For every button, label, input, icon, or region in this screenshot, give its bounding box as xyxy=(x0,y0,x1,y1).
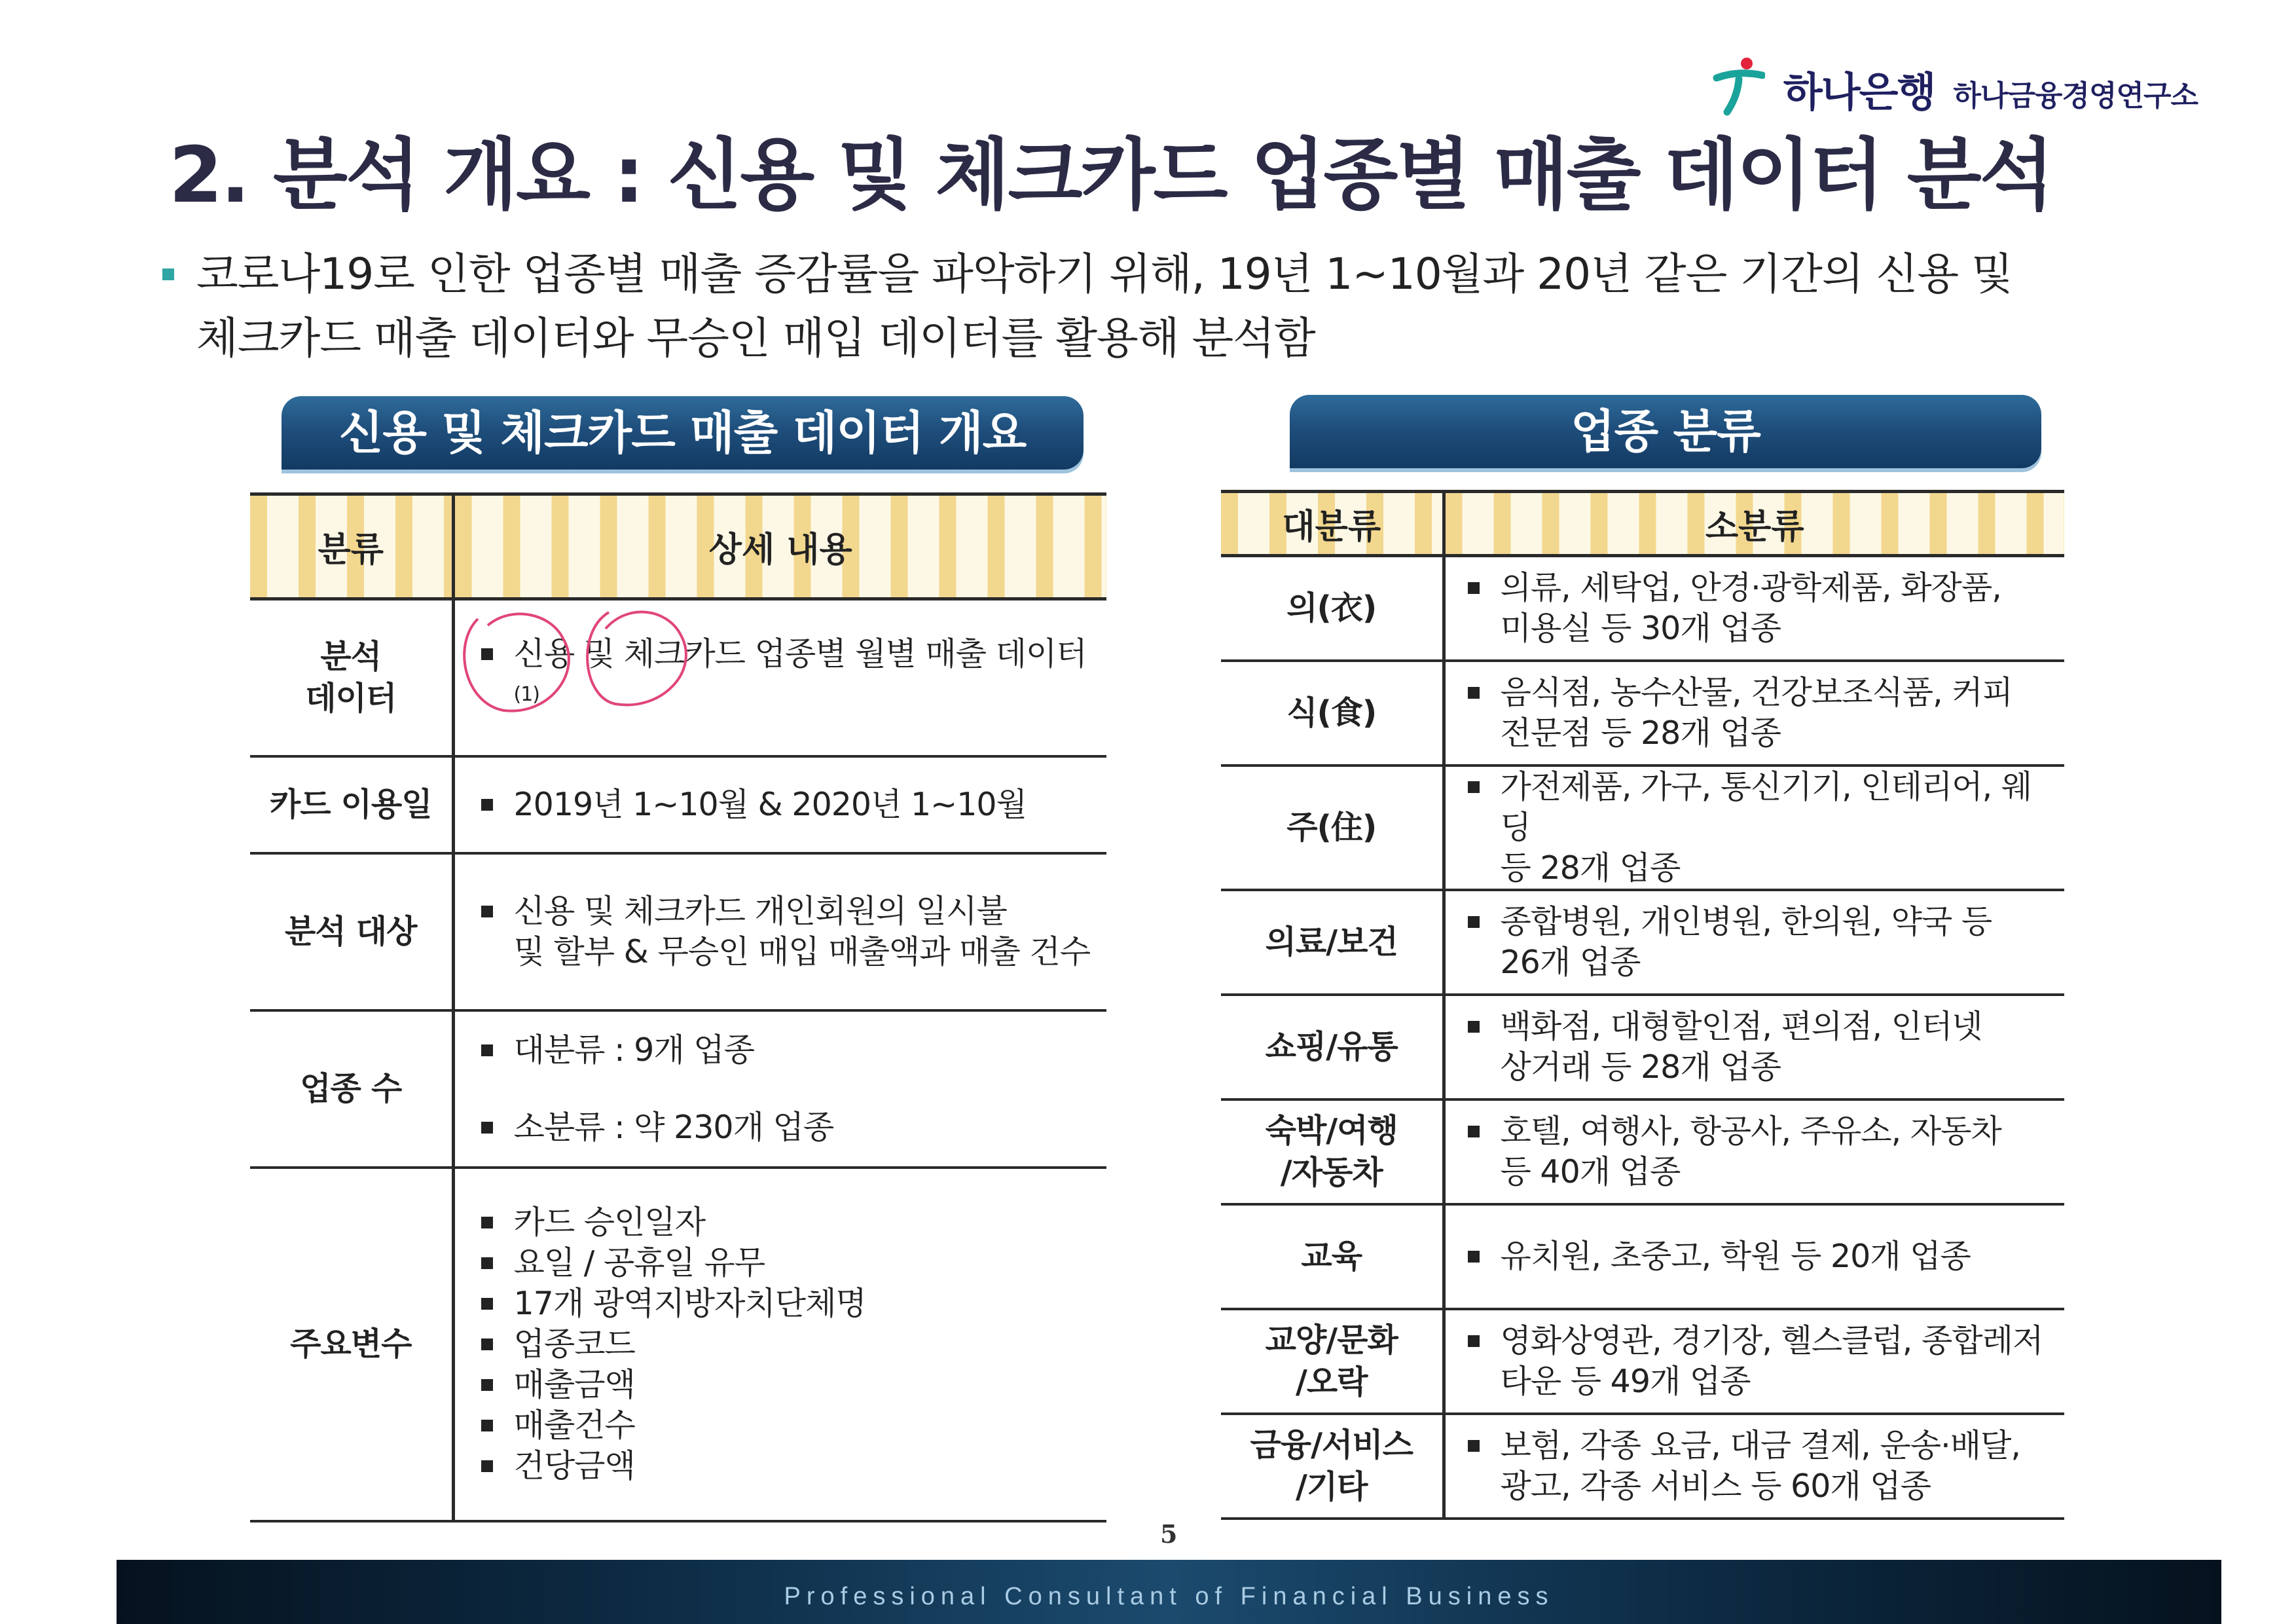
logo-bank-name: 하나은행 xyxy=(1783,68,1935,116)
row-detail xyxy=(453,756,1106,853)
row-label-line: 금융/서비스 xyxy=(1250,1426,1413,1464)
list-item-continuation: 전문점 등 28개 업종 xyxy=(1500,714,1781,752)
table-header-row xyxy=(250,494,1106,599)
row-detail xyxy=(1444,1414,2064,1519)
right-section-heading: 업종 분류 xyxy=(1290,395,2041,468)
table-row xyxy=(1221,1414,2064,1519)
industry-classification-table xyxy=(1221,490,2064,1520)
column-header-category: 분류 xyxy=(250,494,453,599)
teal-bullet-icon xyxy=(162,268,174,280)
row-label xyxy=(1221,1309,1444,1414)
row-label xyxy=(1221,1099,1444,1204)
table-row xyxy=(1221,1099,2064,1204)
footnote-marker: (1) xyxy=(513,682,539,706)
row-label xyxy=(250,599,453,756)
row-detail xyxy=(453,599,1106,756)
list-item-continuation: 상거래 등 28개 업종 xyxy=(1500,1048,1781,1086)
table-row xyxy=(250,1168,1106,1521)
logo-institute-name: 하나금융경영연구소 xyxy=(1953,79,2198,113)
list-item: 카드 승인일자 xyxy=(481,1202,1107,1243)
list-item: 영화상영관, 경기장, 헬스클럽, 종합레저 xyxy=(1468,1321,2052,1361)
column-header-major: 대분류 xyxy=(1221,492,1444,556)
table-row xyxy=(1221,1204,2064,1309)
list-item: 의류, 세탁업, 안경·광학제품, 화장품, xyxy=(1468,568,2052,608)
list-item: 호텔, 여행사, 항공사, 주유소, 자동차 xyxy=(1468,1111,2052,1152)
table-row xyxy=(250,756,1106,853)
list-item: 건당금액 xyxy=(481,1446,1107,1486)
column-header-minor: 소분류 xyxy=(1444,492,2064,556)
row-label: 주(住) xyxy=(1221,766,1444,890)
list-item: 유치원, 초중고, 학원 등 20개 업종 xyxy=(1468,1236,2052,1277)
list-item-continuation: 타운 등 49개 업종 xyxy=(1500,1362,1751,1400)
table-row xyxy=(1221,766,2064,890)
row-label-line: /오락 xyxy=(1295,1363,1368,1401)
intro-bullet xyxy=(196,242,2082,371)
list-item: 17개 광역지방자치단체명 xyxy=(481,1283,1107,1324)
list-item-continuation: 미용실 등 30개 업종 xyxy=(1500,609,1781,647)
row-detail xyxy=(1444,1099,2064,1204)
list-item-continuation: 등 40개 업종 xyxy=(1500,1153,1681,1190)
row-label: 업종 수 xyxy=(250,1010,453,1168)
row-label: 카드 이용일 xyxy=(250,756,453,853)
page-title: 2. 분석 개요 : 신용 및 체크카드 업종별 매출 데이터 분석 xyxy=(169,130,2052,220)
row-detail xyxy=(453,1010,1106,1168)
row-label-line: 데이터 xyxy=(305,679,397,717)
row-label: 의(衣) xyxy=(1221,556,1444,661)
table-row xyxy=(250,1010,1106,1168)
row-label: 의료/보건 xyxy=(1221,890,1444,995)
row-detail xyxy=(1444,995,2064,1099)
intro-line-1: 코로나19로 인한 업종별 매출 증감률을 파악하기 위해, 19년 1~10월과 20년 같은 기간의 신용 및 xyxy=(196,249,2013,299)
footer-tagline-band: Professional Consultant of Financial Business xyxy=(117,1560,2221,1624)
row-detail xyxy=(1444,556,2064,661)
list-item-continuation: 광고, 각종 서비스 등 60개 업종 xyxy=(1500,1467,1931,1505)
row-detail xyxy=(453,853,1106,1010)
list-item: 대분류 : 9개 업종 xyxy=(481,1030,1107,1071)
row-detail xyxy=(1444,1204,2064,1309)
list-item xyxy=(481,634,1107,722)
list-item-continuation: 등 28개 업종 xyxy=(1500,849,1681,887)
list-item: 매출금액 xyxy=(481,1365,1107,1405)
hana-logo-icon xyxy=(1713,56,1765,118)
row-label-line: 분석 xyxy=(320,637,382,675)
list-item: 2019년 1~10월 & 2020년 1~10월 xyxy=(481,784,1107,825)
row-label xyxy=(1221,1414,1444,1519)
list-item: 가전제품, 가구, 통신기기, 인테리어, 웨딩 xyxy=(1468,767,2052,848)
table-header-row xyxy=(1221,492,2064,556)
left-section-heading: 신용 및 체크카드 매출 데이터 개요 xyxy=(282,396,1084,470)
list-item: 보험, 각종 요금, 대금 결제, 운송·배달, xyxy=(1468,1426,2052,1466)
row-label: 식(食) xyxy=(1221,661,1444,766)
row-label-line: /기타 xyxy=(1295,1467,1368,1505)
intro-line-2: 체크카드 매출 데이터와 무승인 매입 데이터를 활용해 분석함 xyxy=(196,313,1315,363)
row-detail xyxy=(1444,766,2064,890)
row-detail xyxy=(453,1168,1106,1521)
row-label-line: 교양/문화 xyxy=(1265,1321,1398,1359)
row-detail xyxy=(1444,661,2064,766)
row-label: 주요변수 xyxy=(250,1168,453,1521)
list-item: 업종코드 xyxy=(481,1324,1107,1365)
list-item-continuation: 및 할부 & 무승인 매입 매출액과 매출 건수 xyxy=(513,932,1091,970)
list-item: 매출건수 xyxy=(481,1405,1107,1446)
row-label: 교육 xyxy=(1221,1204,1444,1309)
table-row xyxy=(1221,661,2064,766)
table-row xyxy=(1221,890,2064,995)
row-label-line: 숙박/여행 xyxy=(1265,1111,1398,1149)
row-detail xyxy=(1444,1309,2064,1414)
table-row xyxy=(1221,556,2064,661)
list-item: 요일 / 공휴일 유무 xyxy=(481,1243,1107,1283)
list-item: 소분류 : 약 230개 업종 xyxy=(481,1107,1107,1148)
hana-bank-logo xyxy=(1713,56,2198,118)
table-row xyxy=(250,599,1106,756)
column-header-detail: 상세 내용 xyxy=(453,494,1106,599)
table-row xyxy=(1221,1309,2064,1414)
data-overview-table xyxy=(250,492,1106,1522)
table-row xyxy=(1221,995,2064,1099)
row-detail xyxy=(1444,890,2064,995)
list-item: 음식점, 농수산물, 건강보조식품, 커피 xyxy=(1468,673,2052,713)
row-label-line: /자동차 xyxy=(1280,1153,1383,1191)
list-item: 백화점, 대형할인점, 편의점, 인터넷 xyxy=(1468,1006,2052,1047)
detail-text: 신용 및 체크카드 업종별 월별 매출 데이터 xyxy=(513,635,1087,673)
table-row xyxy=(250,853,1106,1010)
list-item: 종합병원, 개인병원, 한의원, 약국 등 xyxy=(1468,902,2052,942)
row-label: 쇼핑/유통 xyxy=(1221,995,1444,1099)
page-number: 5 xyxy=(1160,1519,1178,1549)
list-item-continuation: 26개 업종 xyxy=(1500,943,1641,981)
list-item: 신용 및 체크카드 개인회원의 일시불 xyxy=(481,891,1107,932)
row-label: 분석 대상 xyxy=(250,853,453,1010)
